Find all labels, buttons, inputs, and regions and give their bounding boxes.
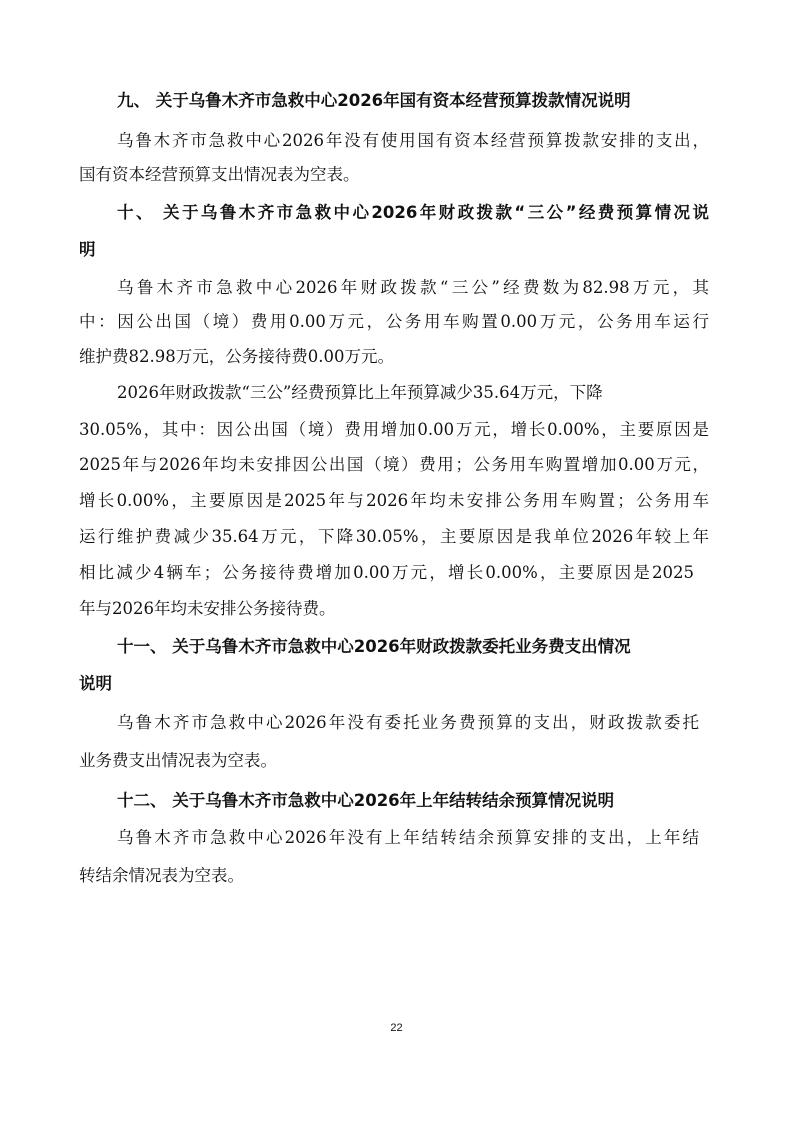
paragraph-line: 乌鲁木齐市急救中心2026年没有上年结转结余预算安排的支出，上年结 (117, 828, 699, 847)
paragraph-line: 乌鲁木齐市急救中心2026年财政拨款“三公”经费数为82.98万元，其 (117, 278, 709, 297)
section-11-heading: 十一、 关于乌鲁木齐市急救中心2026年财政拨款委托业务费支出情况 (117, 637, 631, 656)
paragraph-line: 2025年与2026年均未安排因公出国（境）费用；公务用车购置增加0.00万元， (79, 455, 709, 474)
paragraph-line: 年与2026年均未安排公务接待费。 (79, 599, 336, 618)
paragraph-line: 乌鲁木齐市急救中心2026年没有使用国有资本经营预算拨款安排的支出， (117, 131, 709, 150)
paragraph-line: 中：因公出国（境）费用0.00万元，公务用车购置0.00万元，公务用车运行 (79, 312, 709, 331)
paragraph-line: 业务费支出情况表为空表。 (79, 751, 277, 770)
paragraph-line: 2026年财政拨款“三公”经费预算比上年预算减少35.64万元，下降 (117, 383, 603, 402)
paragraph-line: 国有资本经营预算支出情况表为空表。 (79, 165, 360, 184)
paragraph-line: 相比减少4辆车；公务接待费增加0.00万元，增长0.00%，主要原因是2025 (79, 563, 694, 582)
section-10-heading: 十、 关于乌鲁木齐市急救中心2026年财政拨款“三公”经费预算情况说 (117, 203, 709, 222)
paragraph-line: 增长0.00%，主要原因是2025年与2026年均未安排公务用车购置；公务用车 (79, 491, 709, 510)
section-11-heading-cont: 说明 (79, 674, 112, 693)
paragraph-line: 转结余情况表为空表。 (79, 866, 244, 885)
section-12-heading: 十二、 关于乌鲁木齐市急救中心2026年上年结转结余预算情况说明 (117, 791, 615, 810)
paragraph-line: 30.05%，其中：因公出国（境）费用增加0.00万元，增长0.00%，主要原因是 (79, 420, 709, 439)
section-9-heading: 九、 关于乌鲁木齐市急救中心2026年国有资本经营预算拨款情况说明 (117, 91, 631, 110)
page-number: 22 (390, 1022, 403, 1034)
paragraph-line: 乌鲁木齐市急救中心2026年没有委托业务费预算的支出，财政拨款委托 (117, 713, 699, 732)
section-10-heading-cont: 明 (79, 240, 96, 259)
paragraph-line: 运行维护费减少35.64万元，下降30.05%，主要原因是我单位2026年较上年 (79, 527, 709, 546)
paragraph-line: 维护费82.98万元，公务接待费0.00万元。 (79, 347, 394, 366)
